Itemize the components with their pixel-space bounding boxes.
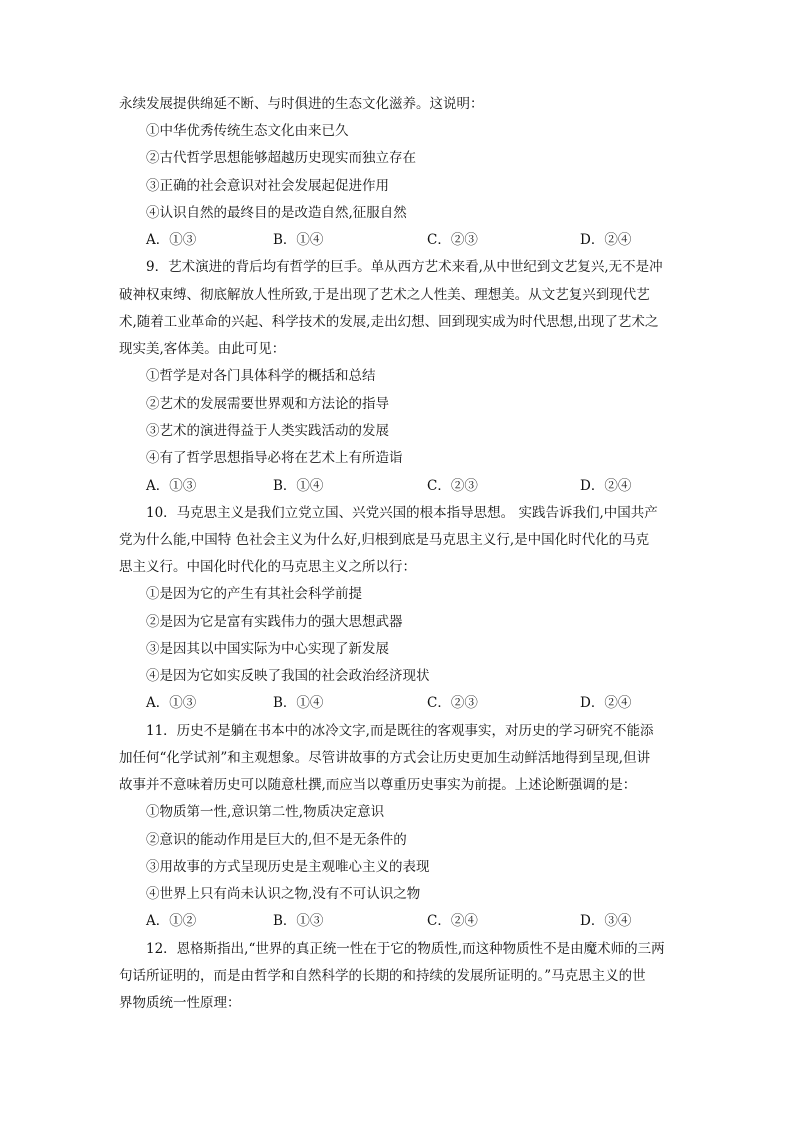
q11-stem-line-1: 11．历史不是躺在书本中的冰冷文字,而是既往的客观事实，对历史的学习研究不能添 bbox=[146, 723, 654, 739]
q9-statement-2: ②艺术的发展需要世界观和方法论的指导 bbox=[146, 396, 389, 412]
q11-statement-2: ②意识的能动作用是巨大的,但不是无条件的 bbox=[146, 832, 407, 848]
q9-statement-3: ③艺术的演进得益于人类实践活动的发展 bbox=[146, 423, 389, 439]
q9-option-a[interactable]: A．①③ bbox=[146, 478, 197, 494]
q11-stem-line-2: 加任何“化学试剂”和主观想象。尽管讲故事的方式会让历史更加生动鲜活地得到呈现,但讲 bbox=[119, 750, 651, 766]
q9-stem-line-1: 9．艺术演进的背后均有哲学的巨手。单从西方艺术来看,从中世纪到文艺复兴,无不是冲 bbox=[146, 259, 663, 275]
q9-statement-1: ①哲学是对各门具体科学的概括和总结 bbox=[146, 368, 376, 384]
q8-statement-3: ③正确的社会意识对社会发展起促进作用 bbox=[146, 178, 389, 194]
q11-stem-line-3: 故事并不意味着历史可以随意杜撰,而应当以尊重历史事实为前提。上述论断强调的是： bbox=[119, 777, 637, 793]
q10-stem-line-1: 10．马克思主义是我们立党立国、兴党兴国的根本指导思想。 实践告诉我们,中国共产 bbox=[146, 505, 658, 521]
q10-option-a[interactable]: A．①③ bbox=[146, 695, 197, 711]
q10-option-c[interactable]: C．②③ bbox=[427, 695, 478, 711]
q8-option-c[interactable]: C．②③ bbox=[427, 232, 478, 248]
q9-options bbox=[146, 477, 706, 495]
q11-statement-3: ③用故事的方式呈现历史是主观唯心主义的表现 bbox=[146, 859, 430, 875]
q11-options bbox=[146, 912, 706, 930]
q9-statement-4: ④有了哲学思想指导必将在艺术上有所造诣 bbox=[146, 450, 403, 466]
q10-statement-2: ②是因为它是富有实践伟力的强大思想武器 bbox=[146, 614, 403, 630]
q11-option-a[interactable]: A．①② bbox=[146, 913, 197, 929]
q11-statement-4: ④世界上只有尚未认识之物,没有不可认识之物 bbox=[146, 886, 421, 902]
q10-statement-3: ③是因其以中国实际为中心实现了新发展 bbox=[146, 641, 389, 657]
q9-option-d[interactable]: D．②④ bbox=[580, 478, 632, 494]
q9-stem-line-4: 现实美,客体美。由此可见： bbox=[119, 341, 286, 357]
q10-statement-1: ①是因为它的产生有其社会科学前提 bbox=[146, 586, 362, 602]
q9-option-b[interactable]: B．①④ bbox=[273, 478, 324, 494]
q11-option-d[interactable]: D．③④ bbox=[580, 913, 632, 929]
q8-stem-tail: 永续发展提供绵延不断、与时俱进的生态文化滋养。这说明： bbox=[119, 96, 484, 112]
q12-stem-line-3: 界物质统一性原理： bbox=[119, 995, 241, 1011]
q12-stem-line-1: 12．恩格斯指出,“世界的真正统一性在于它的物质性,而这种物质性不是由魔术师的三两 bbox=[146, 941, 665, 957]
q10-stem-line-3: 思主义行。中国化时代化的马克思主义之所以行： bbox=[119, 559, 416, 575]
q8-statement-4: ④认识自然的最终目的是改造自然,征服自然 bbox=[146, 205, 407, 221]
q10-options bbox=[146, 694, 706, 712]
q10-option-b[interactable]: B．①④ bbox=[273, 695, 324, 711]
q8-statement-2: ②古代哲学思想能够超越历史现实而独立存在 bbox=[146, 150, 416, 166]
q11-option-c[interactable]: C．②④ bbox=[427, 913, 478, 929]
q10-option-d[interactable]: D．②④ bbox=[580, 695, 632, 711]
q8-option-d[interactable]: D．②④ bbox=[580, 232, 632, 248]
q9-stem-line-2: 破神权束缚、彻底解放人性所致,于是出现了艺术之人性美、理想美。从文艺复兴到现代艺 bbox=[119, 287, 650, 303]
q8-options bbox=[146, 231, 706, 249]
q10-stem-line-2: 党为什么能,中国特 色社会主义为什么好,归根到底是马克思主义行,是中国化时代化的马克 bbox=[119, 532, 650, 548]
q8-statement-1: ①中华优秀传统生态文化由来已久 bbox=[146, 123, 349, 139]
q11-statement-1: ①物质第一性,意识第二性,物质决定意识 bbox=[146, 804, 385, 820]
q10-statement-4: ④是因为它如实反映了我国的社会政治经济现状 bbox=[146, 668, 430, 684]
q8-option-a[interactable]: A．①③ bbox=[146, 232, 197, 248]
q9-stem-line-3: 术,随着工业革命的兴起、科学技术的发展,走出幻想、回到现实成为时代思想,出现了艺术之 bbox=[119, 314, 659, 330]
q12-stem-line-2: 句话所证明的，而是由哲学和自然科学的长期的和持续的发展所证明的。”马克思主义的世 bbox=[119, 968, 646, 984]
q9-option-c[interactable]: C．②③ bbox=[427, 478, 478, 494]
q8-option-b[interactable]: B．①④ bbox=[273, 232, 324, 248]
q11-option-b[interactable]: B．①③ bbox=[273, 913, 324, 929]
